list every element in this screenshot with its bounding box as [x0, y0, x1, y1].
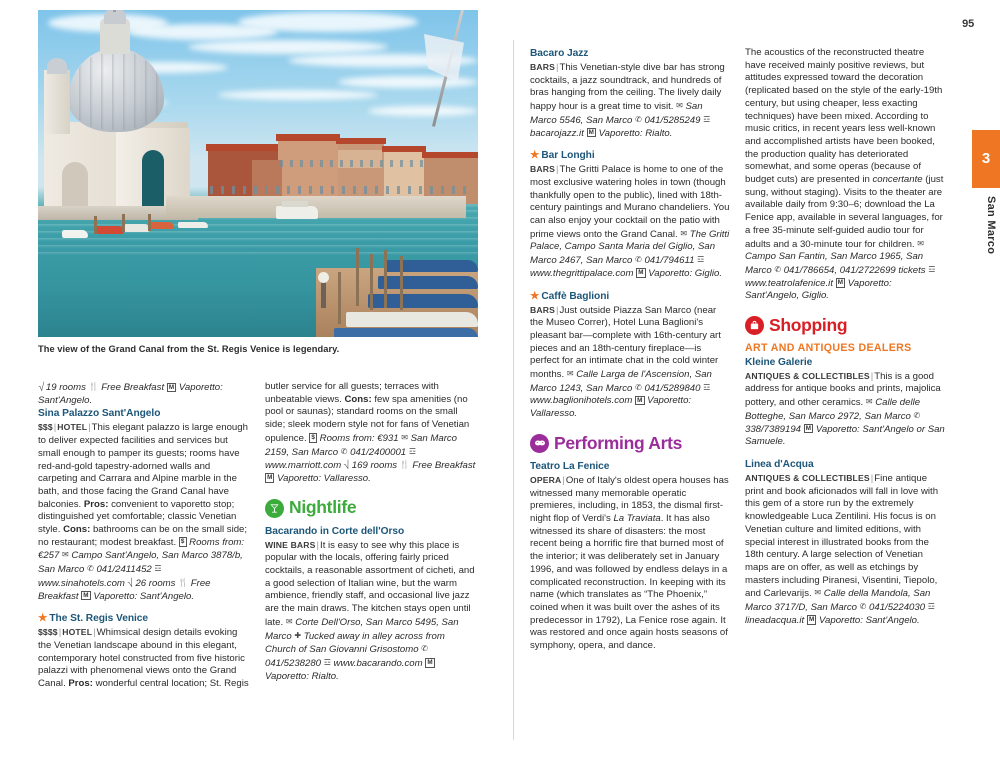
metro-m-icon: M	[265, 473, 274, 482]
website[interactable]: www.sinahotels.com	[38, 577, 125, 589]
cons-text: bathrooms can be on the small side; no restaurant; modest breakfast.	[38, 524, 248, 548]
listing-body: Whimsical design details evoking the Venetian landscape abound in this elegant, contemporary hotel constructed from five historic palazzi with phenomenal views onto the Grand Canal.	[38, 627, 245, 690]
price-level: $$$	[38, 422, 53, 433]
star-icon: ★	[530, 289, 540, 302]
room-count: 26 rooms	[135, 577, 176, 589]
listing-title: ★ Caffè Baglioni	[530, 289, 610, 302]
listing-title: Bacarando in Corte dell'Orso	[265, 525, 405, 537]
fenice-continued: The acoustics of the reconstructed theatre have received mainly positive reviews, but attitudes expressed toward the decoration (replicated based on the style of the early-19th century, but using cheaper, less exacting techniques) have been mixed. According to music critics, in recent years less well-known and accomplished artists have been booked, the production quality has deteriorated somewhat, and some operas (because of budget cuts) are presented in concertante (just sung, without staging). Visits to the theater are available daily from 9:30–6; download the La Fenice app, available in several languages, for a free 35-minute self-guided audio tour for adults and a 30-minute tour for children. ✉ Campo San Fantin, San Marco 1965, San Marco ✆ 041/786654, 041/2722699 tickets ☲ www.teatrolafenice.it M Vaporetto: Sant'Angelo, Giglio.	[745, 47, 944, 302]
listing-category: WINE BARS	[265, 539, 316, 550]
cons-text: few spa amenities (no pool or saunas); standard rooms on the small side; sleek modern style not for fans of Venetian opulence.	[265, 393, 470, 444]
rooms-from: Rooms from: €257	[38, 536, 245, 562]
globe-icon: ☲	[323, 657, 331, 667]
theater-masks-icon	[530, 434, 549, 453]
vaporetto: Vaporetto: Sant'Angelo.	[819, 614, 920, 626]
telephone-icon: ✆	[421, 644, 428, 654]
listing-sina-palazzo: Sina Palazzo Sant'Angelo $$$|HOTEL|This elegant palazzo is large enough to deliver expected facilities and services but small enough to pamper its guests; rooms have red-and-gold tapestry-adorned walls and carpeting and Carrara and Alpine marble in the bath, and those facing the Grand Canal have balconies. Pros: convenient to vaporetto stop; distinguished yet comfortable; classic Venetian style. Cons: bathrooms can be on the small side; no restaurant; modest breakfast. $ Rooms from: €257 ✉ Campo Sant'Angelo, San Marco 3878/b, San Marco ✆ 041/2411452 ☲ www.sinahotels.com ⎷ 26 rooms 🍴 Free Breakfast M Vaporetto: Sant'Angelo.	[38, 407, 251, 603]
globe-icon: ☲	[927, 602, 935, 612]
listing-title: Kleine Galerie	[745, 356, 813, 368]
vaporetto: Vaporetto: Vallaresso.	[530, 395, 692, 420]
breakfast: Free Breakfast	[412, 460, 476, 472]
section-header-performing-arts	[530, 434, 730, 453]
listing-category: ANTIQUES & COLLECTIBLES	[745, 370, 870, 381]
listing-category: BARS	[530, 164, 555, 175]
column-2	[265, 381, 478, 683]
vaporetto: Vaporetto: Sant'Angelo or San Samuele.	[745, 423, 945, 448]
metro-m-icon: M	[836, 278, 845, 287]
chapter-tab	[972, 130, 1000, 188]
star-icon: ★	[38, 612, 48, 625]
listing-body: It is easy to see why this place is popular with the locals, offering fairly priced cocktails, a reasonable assortment of cicheti, and a good selection of Italian wine, but the warm ambience, friendly staff, and occasional live jazz are the main draws. The kitchen stays open until late.	[265, 539, 475, 628]
envelope-icon: ✉	[680, 228, 688, 238]
address: The Gritti Palace, Campo Santa Maria del Giglio, San Marco 2467, San Marco	[530, 228, 730, 267]
address: San Marco 5546, San Marco	[530, 101, 703, 126]
website[interactable]: www.bacarando.com	[333, 657, 423, 669]
column-3	[530, 47, 730, 653]
listing-body-part2: . It has also witnessed its share of disasters: the most recent being a horrific fire that burned most of the interior; it was deliberately set in January 1996, and was followed by endless delays in a complicated reconstruction. In keeping with its name (which translates as “The Phoenix,” coined when it was built over the ashes of its predecessor in 1792), La Fenice rose again. It was restored and once again hosts seasons of symphony, opera, and dance.	[530, 512, 728, 652]
column-1	[38, 381, 251, 691]
star-icon: ★	[530, 149, 540, 162]
website[interactable]: www.thegrittipalace.com	[530, 267, 634, 279]
listing-body: This Venetian-style dive bar has strong cocktails, a jazz soundtrack, and hundreds of bras hanging from the ceiling. The lively daily happy hour is a great time to visit.	[530, 62, 725, 113]
metro-m-icon: M	[81, 591, 90, 600]
phone: 338/7389194	[745, 423, 802, 435]
listing-category: HOTEL	[57, 422, 88, 433]
column-4	[745, 47, 945, 627]
listing-body-part1: One of Italy's oldest opera houses has witnessed many memorable operatic premieres, including, in 1853, the dismal first-night flop of Verdi's	[530, 474, 729, 524]
website[interactable]: www.baglionihotels.com	[530, 395, 633, 407]
listing-category: OPERA	[530, 474, 562, 485]
globe-icon: ☲	[408, 446, 416, 456]
phone: 041/5224030	[869, 602, 926, 614]
listing-bacarando: Bacarando in Corte dell'Orso WINE BARS|It is easy to see why this place is popular with the locals, offering fairly priced cocktails, a reasonable assortment of cicheti, and a good selection of Italian wine, but the warm ambience, friendly staff, and occasional live jazz are the main draws. The kitchen stays open until late. ✉ Corte Dell'Orso, San Marco 5495, San Marco ✚ Tucked away in alley across from Church of San Giovanni Grisostomo ✆ 041/5238280 ☲ www.bacarando.com M Vaporetto: Rialto.	[265, 525, 478, 684]
cons-label: Cons:	[344, 393, 372, 405]
telephone-icon: ✆	[774, 264, 782, 274]
envelope-icon: ✉	[865, 397, 873, 407]
address: Calle delle Botteghe, San Marco 2972, San Marco	[745, 397, 921, 422]
envelope-icon: ✉	[566, 369, 574, 379]
shopping-bag-icon	[745, 316, 764, 335]
section-title: Shopping	[769, 314, 848, 335]
website[interactable]: www.teatrolafenice.it	[745, 277, 833, 289]
metro-m-icon: M	[636, 268, 645, 277]
vaporetto: Vaporetto: Sant'Angelo.	[93, 590, 194, 602]
photo-caption: The view of the Grand Canal from the St. Regis Venice is legendary.	[38, 344, 340, 354]
address: Calle della Mandola, San Marco 3717/D, San Marco	[745, 588, 931, 614]
pros-label: Pros:	[83, 498, 109, 510]
address: San Marco 2159, San Marco	[265, 432, 458, 458]
listing-teatro-la-fenice: Teatro La Fenice OPERA|One of Italy's oldest opera houses has witnessed many memorable operatic premieres, including, in 1853, the dismal first-night flop of Verdi's La Traviata. It has also witnessed its share of disasters: the most recent being a horrific fire that burned most of the interior; it was deliberately set in January 1996, and was followed by endless delays in a complicated reconstruction. In keeping with its name (which translates as “The Phoenix,” coined when it was built over the ashes of its predecessor in 1792), La Fenice rose again. It was restored and once again hosts seasons of symphony, opera, and dance.	[530, 460, 729, 652]
envelope-icon: ✉	[917, 238, 924, 248]
listing-body: Just outside Piazza San Marco (near the Museo Correr), Hotel Luna Baglioni's pleasant bar—complete with 16th-century art pieces and an 18th-century fireplace—is perfect for an intimate chat in the cold winter months.	[530, 304, 721, 381]
bed-icon: ⎷	[38, 382, 44, 391]
telephone-icon: ✆	[635, 255, 642, 265]
phone: 041/5285249	[644, 114, 701, 126]
address: Campo San Fantin, San Marco 1965, San Marco	[745, 251, 924, 276]
website[interactable]: www.marriott.com	[265, 460, 342, 472]
breakfast-icon: 🍴	[88, 382, 99, 391]
pros-text: convenient to vaporetto stop; distinguished yet comfortable; classic Venetian style.	[38, 498, 237, 536]
dollar-icon: $	[179, 537, 187, 546]
breakfast-icon: 🍴	[399, 460, 410, 470]
directions: Tucked away in alley across from Church of San Giovanni Grisostomo	[265, 630, 445, 656]
listing-caffe-baglioni: ★ Caffè Baglioni BARS|Just outside Piazza San Marco (near the Museo Correr), Hotel Luna Baglioni's pleasant bar—complete with 16th-century art pieces and an 18th-century fireplace—is perfect for an intimate chat in the cold winter months. ✉ Calle Larga de l'Ascension, San Marco 1243, San Marco ✆ 041/5289840 ☲ www.baglionihotels.com M Vaporetto: Vallaresso.	[530, 290, 730, 421]
telephone-icon: ✆	[635, 382, 642, 392]
bed-icon: ⎷	[343, 460, 350, 470]
metro-m-icon: M	[804, 424, 813, 433]
crosshair-icon: ✚	[294, 630, 302, 640]
bed-icon: ⎷	[127, 577, 133, 587]
website[interactable]: lineadacqua.it	[745, 614, 805, 626]
breakfast: Free Breakfast	[38, 577, 211, 602]
listing-title: Teatro La Fenice	[530, 460, 610, 472]
envelope-icon: ✉	[401, 432, 408, 442]
listing-body: Fine antique print and book aficionados will fall in love with this gem of a store run by the extremely knowledgeable Luca Zentilini. His focus is on Venetian culture and limited editions, with special interest in illustrated books from the 18th century. A large selection of Venetian maps are on offer, as well as etchings by masters including Piranesi, Visentini, Tiepolo, and Carlevarijs.	[745, 472, 939, 600]
telephone-icon: ✆	[635, 114, 642, 124]
dollar-icon: $	[309, 433, 317, 442]
metro-m-icon: M	[807, 615, 816, 624]
address: Corte Dell'Orso, San Marco 5495, San Marco	[265, 616, 459, 642]
rooms-from: Rooms from: €931	[319, 432, 399, 444]
telephone-icon: ✆	[913, 410, 921, 420]
telephone-icon: ✆	[859, 602, 867, 612]
price-level: $$$$	[38, 627, 58, 638]
metro-m-icon: M	[587, 128, 596, 137]
opera-title: La Traviata	[613, 512, 661, 524]
vaporetto: Vaporetto: Rialto.	[598, 127, 673, 139]
cons-label: Cons:	[63, 524, 91, 536]
column-divider	[513, 40, 514, 740]
st-regis-continued: butler service for all guests; terraces with unbeatable views. Cons: few spa amenities (no pool or saunas); standard rooms on the small side; sleek modern style not for fans of Venetian opulence. $ Rooms from: €931 ✉ San Marco 2159, San Marco ✆ 041/2400001 ☲ www.marriott.com ⎷ 169 rooms 🍴 Free Breakfast M Vaporetto: Vallaresso.	[265, 381, 476, 484]
continued-hotel-details: ⎷ 19 rooms 🍴 Free Breakfast M Vaporetto: Sant'Angelo.	[38, 382, 223, 406]
section-title: Nightlife	[289, 497, 357, 518]
address: Calle Larga de l'Ascension, San Marco 1243, San Marco	[530, 369, 712, 394]
vaporetto: Vaporetto: Sant'Angelo, Giglio.	[745, 277, 892, 302]
pros-label: Pros:	[68, 678, 93, 690]
envelope-icon: ✉	[62, 550, 69, 560]
listing-linea-dacqua: Linea d'Acqua ANTIQUES & COLLECTIBLES|Fine antique print and book aficionados will fall in love with this gem of a store run by the extremely knowledgeable Luca Zentilini. His focus is on Venetian culture and limited editions, with special interest in illustrated books from the 18th century. A large selection of Venetian maps are on offer, as well as etchings by masters including Piranesi, Visentini, Tiepolo, and Carlevarijs. ✉ Calle della Mandola, San Marco 3717/D, San Marco ✆ 041/5224030 ☲ lineadacqua.it M Vaporetto: Sant'Angelo.	[745, 458, 945, 627]
phone: 041/786654, 041/2722699 tickets	[783, 264, 926, 276]
metro-m-icon: M	[167, 383, 176, 392]
section-header-shopping	[745, 316, 945, 335]
globe-icon: ☲	[703, 114, 711, 124]
vaporetto: Vaporetto: Vallaresso.	[277, 472, 371, 484]
telephone-icon: ✆	[340, 446, 348, 456]
listing-category: BARS	[530, 304, 555, 315]
subsection-title: ART AND ANTIQUES DEALERS	[745, 342, 912, 355]
envelope-icon: ✉	[814, 588, 822, 598]
listing-title: ★ Bar Longhi	[530, 149, 595, 162]
listing-category: ANTIQUES & COLLECTIBLES	[745, 472, 870, 483]
listing-kleine-galerie: Kleine Galerie ANTIQUES & COLLECTIBLES|This is a good address for antique books and prints, majolica pottery, and other ceramics. ✉ Calle delle Botteghe, San Marco 2972, San Marco ✆ 338/7389194 M Vaporetto: Sant'Angelo or San Samuele.	[745, 356, 945, 448]
listing-category: HOTEL	[62, 627, 93, 638]
breakfast-icon: 🍴	[178, 577, 189, 587]
globe-icon: ☲	[154, 564, 162, 574]
metro-m-icon: M	[635, 396, 644, 405]
phone: 041/2400001	[350, 446, 407, 458]
envelope-icon: ✉	[285, 616, 293, 626]
grand-canal-photo	[38, 10, 478, 337]
chapter-name: San Marco	[985, 196, 997, 255]
vaporetto: Vaporetto: Giglio.	[648, 267, 723, 279]
phone: 041/5289840	[644, 382, 701, 394]
listing-st-regis-venice: ★ The St. Regis Venice $$$$|HOTEL|Whimsical design details evoking the Venetian landscape abound in this elegant, contemporary hotel constructed from five historic palazzi with phenomenal views onto the Grand Canal. Pros: wonderful central location; St. Regis	[38, 612, 251, 691]
envelope-icon: ✉	[676, 101, 683, 111]
chapter-number: 3	[981, 150, 991, 167]
listing-body: This elegant palazzo is large enough to deliver expected facilities and services but small enough to pamper its guests; rooms have red-and-gold tapestry-adorned walls and carpeting and Carrara and Alpine marble in the bath, and those facing the Grand Canal have balconies.	[38, 422, 248, 510]
listing-body: This is a good address for antique books and prints, majolica pottery, and other ceramics.	[745, 370, 941, 409]
listing-bacaro-jazz: Bacaro Jazz BARS|This Venetian-style dive bar has strong cocktails, a jazz soundtrack, and hundreds of bras hanging from the ceiling. The lively daily happy hour is a great time to visit. ✉ San Marco 5546, San Marco ✆ 041/5285249 ☲ bacarojazz.it M Vaporetto: Rialto.	[530, 47, 730, 140]
page-number: 95	[962, 18, 974, 30]
phone: 041/5238280	[265, 657, 322, 669]
metro-m-icon: M	[425, 658, 434, 667]
globe-icon: ☲	[697, 255, 705, 265]
listing-category: BARS	[530, 62, 555, 72]
website[interactable]: bacarojazz.it	[530, 127, 584, 139]
phone: 041/794611	[644, 255, 695, 267]
listing-title: Linea d'Acqua	[745, 458, 814, 470]
listing-bar-longhi: ★ Bar Longhi BARS|The Gritti Palace is home to one of the most exclusive watering holes in town (though thankfully open to the public), lined with 18th-century paintings and Murano chandeliers. You can also enjoy your cocktail on the patio with prime views onto the Grand Canal. ✉ The Gritti Palace, Campo Santa Maria del Giglio, San Marco 2467, San Marco ✆ 041/794611 ☲ www.thegrittipalace.com M Vaporetto: Giglio.	[530, 149, 730, 279]
globe-icon: ☲	[703, 382, 711, 392]
globe-icon: ☲	[928, 264, 936, 274]
vaporetto: Vaporetto: Rialto.	[265, 670, 339, 682]
telephone-icon: ✆	[87, 564, 94, 574]
phone: 041/2411452	[96, 564, 152, 576]
cocktail-glass-icon	[265, 499, 284, 518]
listing-body: The Gritti Palace is home to one of the most exclusive watering holes in town (though thankfully open to the public), lined with 18th-century paintings and Murano chandeliers. You can also enjoy your cocktail on the patio with prime views onto the Grand Canal.	[530, 164, 730, 240]
section-header-nightlife	[265, 499, 478, 518]
listing-title: Sina Palazzo Sant'Angelo	[38, 408, 161, 420]
pros-text: wonderful central location; St. Regis	[95, 678, 249, 690]
room-count: 169 rooms	[351, 460, 398, 472]
section-title: Performing Arts	[554, 432, 683, 453]
listing-title: ★ The St. Regis Venice	[38, 612, 149, 625]
listing-title: Bacaro Jazz	[530, 48, 589, 59]
address: Campo Sant'Angelo, San Marco 3878/b, San Marco	[38, 550, 243, 576]
